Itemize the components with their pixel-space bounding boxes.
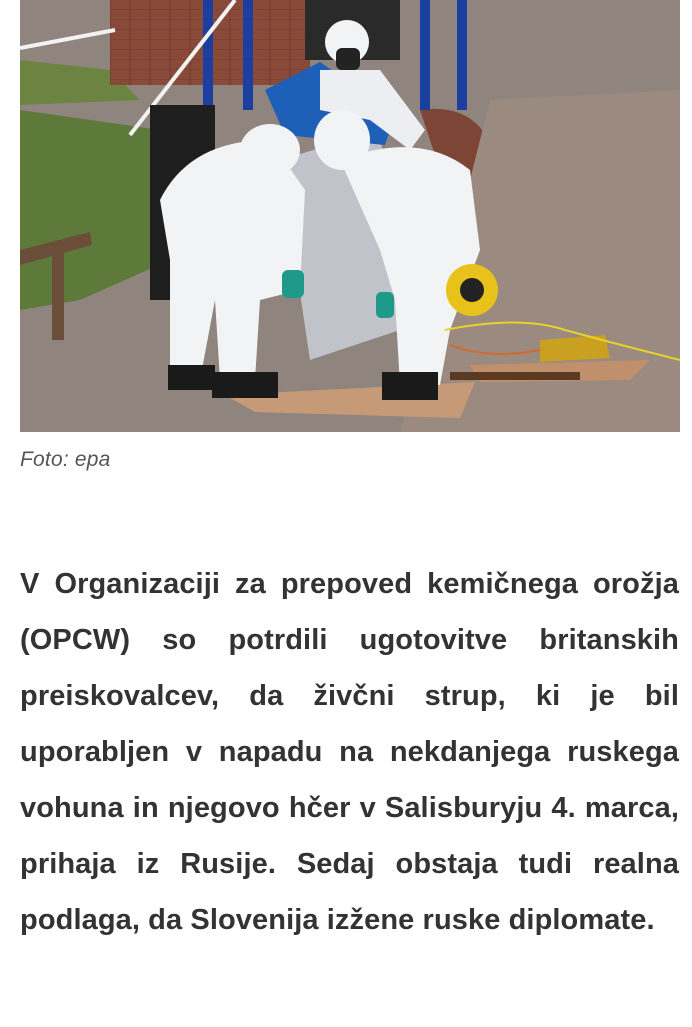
article-photo[interactable] xyxy=(20,0,680,432)
photo-caption: Foto: epa xyxy=(20,448,111,471)
article-photo-illustration xyxy=(20,0,680,432)
article-paragraph: V Organizaciji za prepoved kemičnega orožja (OPCW) so potrdili ugotovitve britanskih preiskovalcev, da živčni strup, ki je bil uporabljen v napadu na nekdanjega ruskega vohuna in njegovo hčer v Salisburyju 4. marca, prihaja iz Rusije. Sedaj obstaja tudi realna podlaga, da Slovenija izžene ruske diplomate. xyxy=(20,568,679,936)
